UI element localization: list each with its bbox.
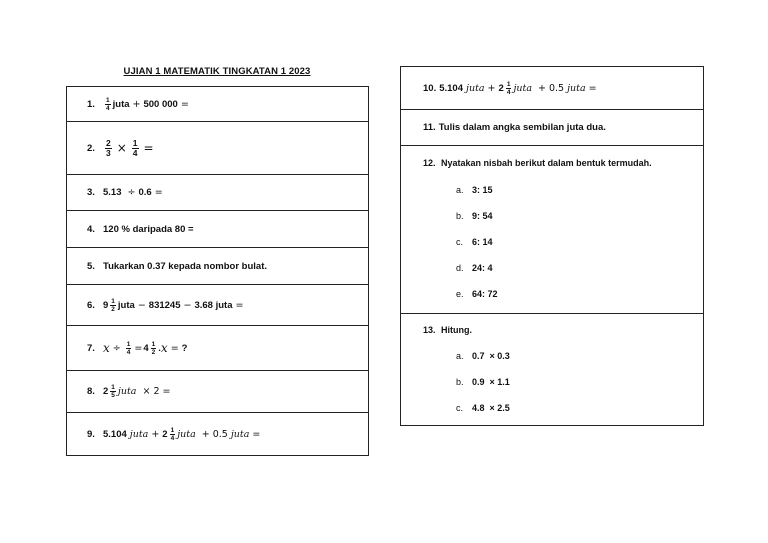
value-text: 5.13	[103, 187, 122, 198]
ratio-value: 24: 4	[472, 263, 493, 273]
unit-text: juta	[230, 429, 250, 440]
numerator: 1	[170, 427, 175, 434]
item-label: a.	[456, 185, 464, 195]
question-3	[67, 174, 368, 210]
question-number: 4.	[87, 223, 95, 235]
fraction	[105, 97, 111, 112]
whole-number: 4	[143, 342, 149, 354]
minus-sign: −	[137, 299, 146, 311]
list-item	[456, 263, 493, 273]
equals-sign: =	[235, 299, 244, 311]
denominator: 4	[132, 147, 138, 158]
item-label: b.	[456, 211, 464, 221]
question-12	[401, 145, 703, 313]
fraction	[506, 81, 512, 96]
question-text: Tulis dalam angka sembilan juta dua.	[438, 122, 606, 133]
value-text: 5.104	[103, 429, 127, 440]
denominator: 2	[111, 305, 115, 313]
question-number: 9.	[87, 429, 95, 440]
item-label: e.	[456, 289, 464, 299]
question-8	[67, 370, 368, 412]
denominator: 3	[106, 147, 111, 158]
unit-text: juta	[117, 299, 135, 311]
denominator: 4	[106, 104, 110, 112]
question-mark: ?	[181, 342, 188, 354]
fraction	[105, 139, 112, 158]
question-number: 1.	[87, 98, 95, 110]
list-item	[456, 403, 510, 413]
numerator: 1	[132, 137, 138, 148]
question-number: 6.	[87, 299, 95, 311]
unit-text: juta	[129, 429, 149, 440]
expression-value: 4.8 × 2.5	[472, 403, 510, 413]
numerator: 1	[506, 80, 511, 88]
question-number: 5.	[87, 260, 95, 272]
plus-sign: +	[132, 98, 141, 110]
question-4	[67, 210, 368, 247]
times-expression: × 2 =	[142, 386, 171, 397]
fraction	[126, 341, 132, 356]
question-13	[401, 313, 703, 425]
item-label: b.	[456, 377, 464, 387]
question-number: 2.	[87, 142, 95, 154]
list-item	[456, 185, 493, 195]
left-question-box	[66, 86, 369, 456]
list-item	[456, 377, 510, 387]
unit-text: juta	[117, 386, 137, 397]
value-text: 3.68 juta	[194, 299, 233, 311]
equals-sign: =	[252, 429, 261, 440]
equals-sign: =	[134, 342, 143, 354]
whole-number: 2	[162, 429, 168, 440]
denominator: 2	[151, 348, 156, 356]
question-12-heading	[423, 158, 652, 168]
equals-sign: =	[170, 342, 179, 354]
value-text: 5.104	[439, 82, 463, 94]
question-9	[67, 412, 368, 456]
numerator: 1	[106, 96, 110, 104]
question-number: 13.	[423, 325, 436, 335]
value-text: 500 000	[143, 98, 178, 110]
item-label: a.	[456, 351, 464, 361]
ratio-value: 6: 14	[472, 237, 493, 247]
question-6	[67, 284, 368, 325]
denominator: 5	[111, 392, 115, 399]
denominator: 4	[170, 435, 175, 442]
equals-sign: =	[588, 82, 597, 94]
fraction	[110, 384, 116, 399]
question-number: 12.	[423, 158, 436, 168]
question-text: Hitung.	[441, 325, 473, 335]
question-text: Nyatakan nisbah berikut dalam bentuk termudah.	[441, 158, 652, 168]
equals-sign: =	[143, 141, 154, 155]
unit-text: juta	[466, 82, 485, 94]
unit-text: juta	[567, 82, 586, 94]
ratio-value: 9: 54	[472, 211, 493, 221]
fraction	[110, 298, 116, 313]
question-number: 11.	[423, 122, 436, 133]
plus-sign: +	[151, 429, 160, 440]
list-item	[456, 237, 493, 247]
ratio-value: 64: 72	[472, 289, 498, 299]
list-item	[456, 351, 510, 361]
question-text: Tukarkan 0.37 kepada nombor bulat.	[103, 260, 268, 272]
question-13-heading	[423, 325, 472, 335]
divide-sign: ÷	[127, 187, 136, 198]
question-number: 10.	[423, 82, 437, 94]
item-label: c.	[456, 237, 464, 247]
ratio-value: 3: 15	[472, 185, 493, 195]
minus-sign: −	[183, 299, 192, 311]
question-5	[67, 247, 368, 284]
variable-x: 𝑥	[160, 341, 168, 355]
unit-text: juta	[513, 82, 532, 94]
fraction	[151, 341, 157, 356]
numerator: 1	[111, 297, 115, 305]
question-1	[67, 87, 368, 121]
list-item	[456, 211, 493, 221]
question-text: 120 % daripada 80 =	[103, 223, 194, 235]
question-number: 3.	[87, 187, 95, 198]
fraction	[132, 139, 139, 158]
numerator: 1	[111, 384, 115, 391]
value-text: 831245	[148, 299, 181, 311]
numerator: 2	[106, 137, 111, 148]
question-number: 7.	[87, 342, 95, 354]
dot: .	[158, 342, 161, 354]
value-text: 0.6	[138, 187, 152, 198]
variable-x: 𝑥	[103, 341, 110, 355]
whole-number: 2	[103, 386, 109, 397]
plus-sign: +	[487, 82, 496, 94]
unit-text: juta	[112, 98, 130, 110]
question-number: 8.	[87, 386, 95, 397]
whole-number: 2	[498, 82, 504, 94]
fraction	[170, 427, 176, 442]
times-sign: ×	[116, 141, 127, 155]
question-10	[401, 67, 703, 109]
plus-expression: + 0.5	[201, 429, 228, 440]
numerator: 1	[126, 340, 131, 348]
item-label: d.	[456, 263, 464, 273]
plus-expression: + 0.5	[537, 82, 565, 94]
denominator: 4	[506, 88, 511, 96]
question-7	[67, 325, 368, 370]
page-title: UJIAN 1 MATEMATIK TINGKATAN 1 2023	[123, 66, 311, 77]
whole-number: 9	[103, 299, 109, 311]
question-2	[67, 121, 368, 174]
expression-value: 0.7 × 0.3	[472, 351, 510, 361]
divide-sign: ÷	[112, 342, 121, 354]
numerator: 1	[151, 340, 156, 348]
question-11	[401, 109, 703, 145]
unit-text: juta	[177, 429, 196, 440]
denominator: 4	[126, 348, 131, 356]
right-question-box	[400, 66, 704, 426]
item-label: c.	[456, 403, 464, 413]
expression-value: 0.9 × 1.1	[472, 377, 510, 387]
equals-sign: =	[180, 98, 189, 110]
list-item	[456, 289, 498, 299]
equals-sign: =	[154, 187, 163, 198]
